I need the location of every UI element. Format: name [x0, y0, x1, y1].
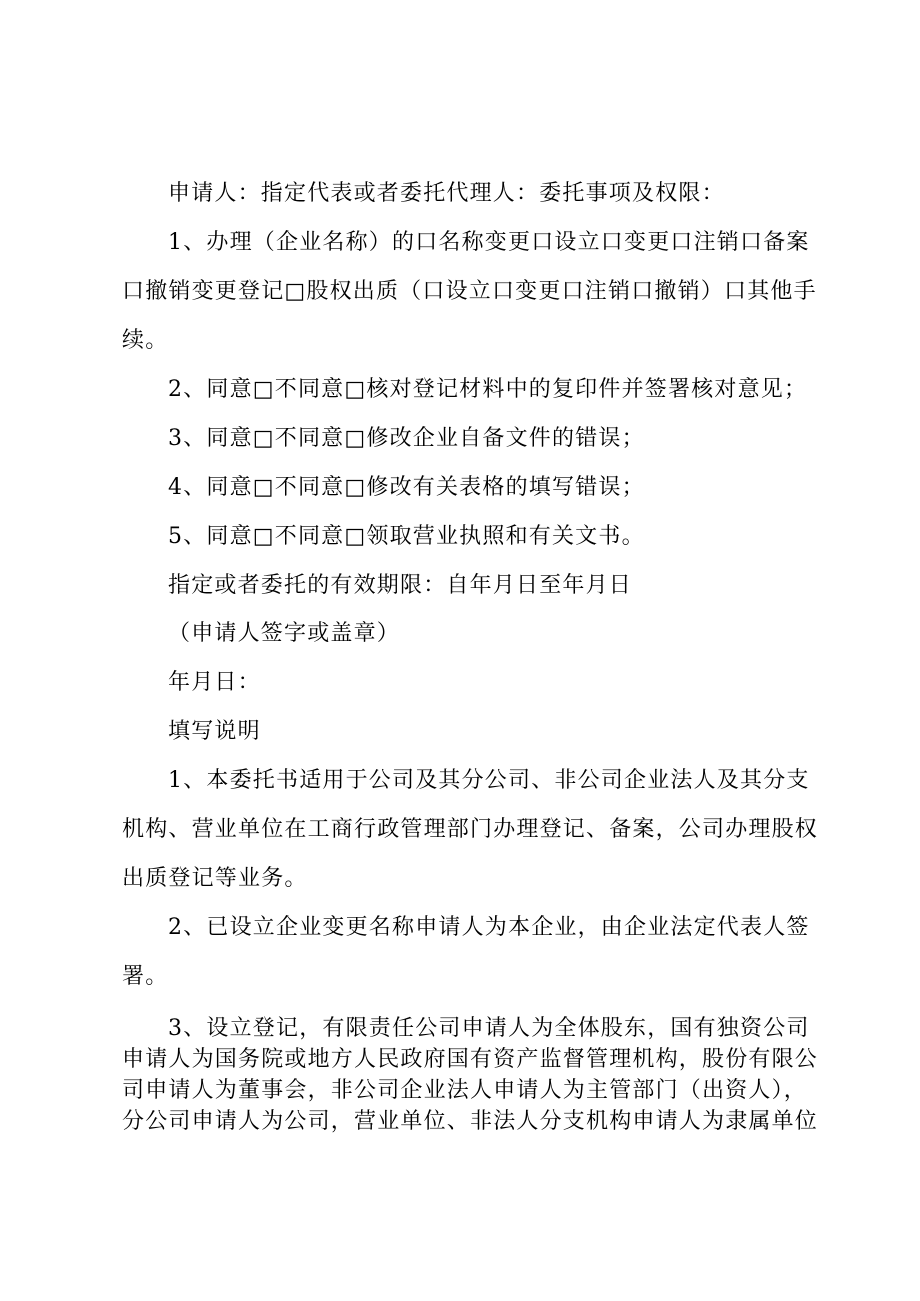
signature-line: （申请人签字或盖章） — [168, 621, 401, 646]
applicant-line: 申请人：指定代表或者委托代理人：委托事项及权限： — [168, 181, 725, 206]
instructions-heading: 填写说明 — [168, 719, 261, 744]
instruction-1: 1、本委托书适用于公司及其分公司、非公司企业法人及其分支机构、营业单位在工商行政管理部门办理登记、备案，公司办理股权出质登记等业务。 — [122, 768, 819, 891]
authority-item-2: 2、同意□不同意□核对登记材料中的复印件并签署核对意见； — [168, 377, 808, 402]
date-line: 年月日： — [168, 670, 261, 695]
instruction-2: 2、已设立企业变更名称申请人为本企业，由企业法定代表人签署。 — [122, 915, 810, 989]
authority-item-4: 4、同意□不同意□修改有关表格的填写错误； — [168, 475, 645, 500]
instruction-3: 3、设立登记，有限责任公司申请人为全体股东，国有独资公司申请人为国务院或地方人民政府国有资产监督管理机构，股份有限公司申请人为董事会，非公司企业法人申请人为主管部门（出资人），分公司申请人为公司，营业单位、非法人分支机构申请人为隶属单位 — [122, 1016, 819, 1134]
validity-period: 指定或者委托的有效期限：自年月日至年月日 — [168, 573, 633, 598]
authority-item-5: 5、同意□不同意□领取营业执照和有关文书。 — [168, 524, 645, 549]
authority-item-3: 3、同意□不同意□修改企业自备文件的错误； — [168, 426, 645, 451]
authority-item-1: 1、办理（企业名称）的口名称变更口设立口变更口注销口备案口撤销变更登记□股权出质（口设立口变更口注销口撤销）口其他手续。 — [122, 230, 817, 353]
